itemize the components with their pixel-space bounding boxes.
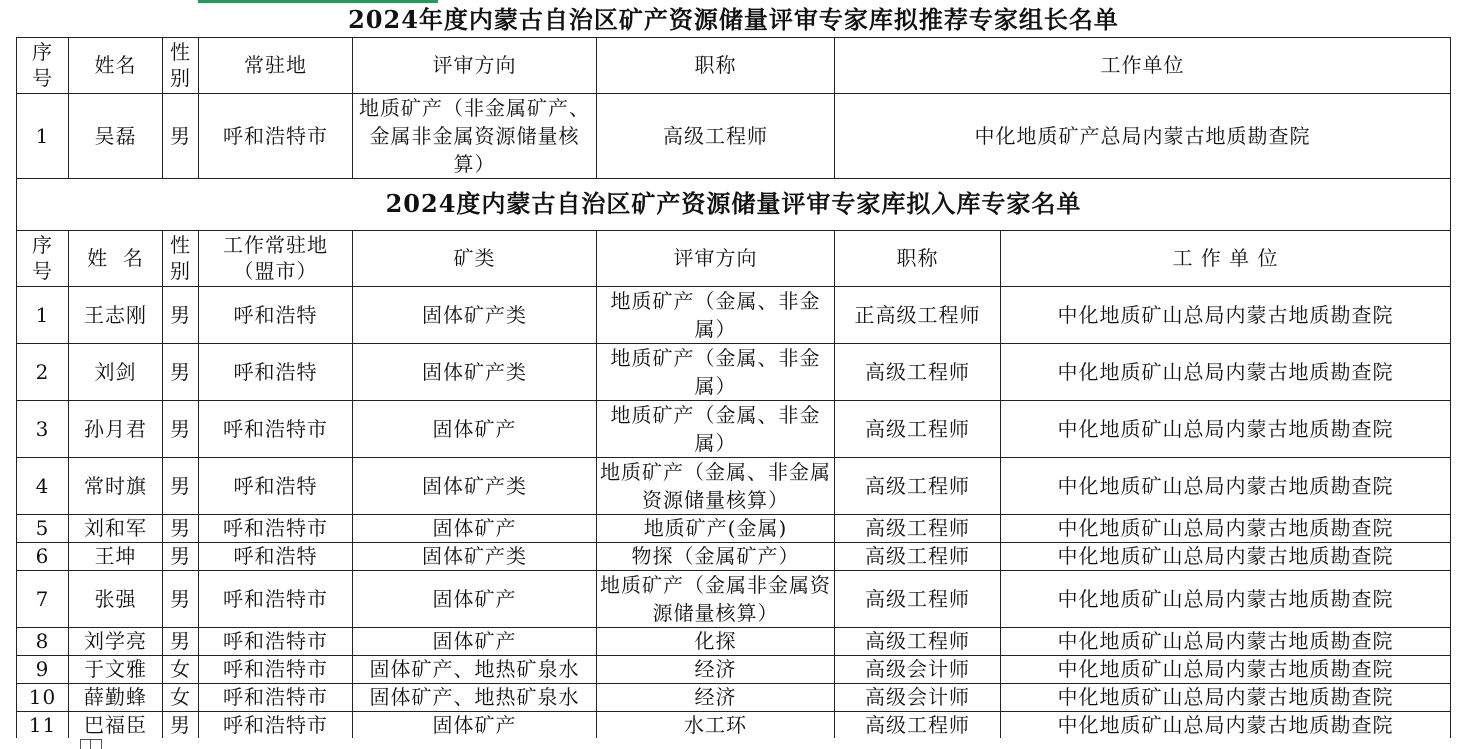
header-location: 工作常驻地 （盟市） xyxy=(199,230,353,286)
expert-table-title: 2024度内蒙古自治区矿产资源储量评审专家库拟入库专家名单 xyxy=(17,178,1451,230)
cell-category: 固体矿产 xyxy=(353,570,597,627)
cell-name: 刘剑 xyxy=(69,343,163,400)
cell-title: 高级会计师 xyxy=(835,655,1001,683)
table-row xyxy=(17,711,1451,739)
header-direction: 评审方向 xyxy=(353,37,597,93)
cell-title: 高级工程师 xyxy=(835,627,1001,655)
cell-direction: 地质矿产（金属、非金属） xyxy=(597,400,835,457)
cell-name: 张强 xyxy=(69,570,163,627)
header-direction: 评审方向 xyxy=(597,230,835,286)
cell-name: 刘和军 xyxy=(69,514,163,542)
cell-category: 固体矿产类 xyxy=(353,542,597,570)
cell-no: 8 xyxy=(17,627,69,655)
cell-no: 11 xyxy=(17,711,69,739)
cell-direction: 水工环 xyxy=(597,711,835,739)
cell-category: 固体矿产、地热矿泉水 xyxy=(353,655,597,683)
cell-direction: 经济 xyxy=(597,655,835,683)
cell-gender: 女 xyxy=(163,655,199,683)
cell-location: 呼和浩特 xyxy=(199,286,353,343)
cell-title: 高级工程师 xyxy=(835,400,1001,457)
cell-category: 固体矿产 xyxy=(353,627,597,655)
cell-name: 刘学亮 xyxy=(69,627,163,655)
cell-employer: 中化地质矿山总局内蒙古地质勘查院 xyxy=(1001,400,1451,457)
cell-gender: 男 xyxy=(163,457,199,514)
cell-no: 2 xyxy=(17,343,69,400)
cell-title: 高级会计师 xyxy=(835,683,1001,711)
table-row xyxy=(17,400,1451,457)
cell-title: 高级工程师 xyxy=(597,93,835,178)
cell-employer: 中化地质矿产总局内蒙古地质勘查院 xyxy=(835,93,1451,178)
cell-employer: 中化地质矿山总局内蒙古地质勘查院 xyxy=(1001,570,1451,627)
cell-name: 王坤 xyxy=(69,542,163,570)
cell-location: 呼和浩特市 xyxy=(199,627,353,655)
sheet-bottom-strip xyxy=(0,738,1467,748)
cell-location: 呼和浩特市 xyxy=(199,711,353,739)
cell-employer: 中化地质矿山总局内蒙古地质勘查院 xyxy=(1001,457,1451,514)
header-employer: 工 作 单 位 xyxy=(1001,230,1451,286)
header-gender: 性 别 xyxy=(163,230,199,286)
cell-category: 固体矿产类 xyxy=(353,286,597,343)
cell-location: 呼和浩特 xyxy=(199,542,353,570)
table-row xyxy=(17,570,1451,627)
cell-name: 吴磊 xyxy=(69,93,163,178)
cell-location: 呼和浩特市 xyxy=(199,683,353,711)
cell-location: 呼和浩特 xyxy=(199,457,353,514)
table-row xyxy=(17,457,1451,514)
cell-location: 呼和浩特市 xyxy=(199,400,353,457)
cell-category: 固体矿产 xyxy=(353,400,597,457)
cell-name: 王志刚 xyxy=(69,286,163,343)
header-no: 序 号 xyxy=(17,37,69,93)
table-row xyxy=(17,542,1451,570)
cell-no: 3 xyxy=(17,400,69,457)
cell-gender: 男 xyxy=(163,542,199,570)
cell-location: 呼和浩特市 xyxy=(199,655,353,683)
cell-employer: 中化地质矿山总局内蒙古地质勘查院 xyxy=(1001,542,1451,570)
header-employer: 工作单位 xyxy=(835,37,1451,93)
cell-direction: 地质矿产（非金属矿产、金属非金属资源储量核算） xyxy=(353,93,597,178)
cell-gender: 男 xyxy=(163,400,199,457)
header-title: 职称 xyxy=(835,230,1001,286)
cell-no: 1 xyxy=(17,93,69,178)
header-name: 姓名 xyxy=(69,37,163,93)
leader-title-row xyxy=(17,3,1451,37)
cell-gender: 女 xyxy=(163,683,199,711)
cell-gender: 男 xyxy=(163,570,199,627)
expert-title-row xyxy=(17,178,1451,230)
cell-title: 高级工程师 xyxy=(835,514,1001,542)
cell-name: 巴福臣 xyxy=(69,711,163,739)
table-row xyxy=(17,343,1451,400)
table-row xyxy=(17,286,1451,343)
cell-gender: 男 xyxy=(163,711,199,739)
cell-category: 固体矿产类 xyxy=(353,343,597,400)
cell-location: 呼和浩特 xyxy=(199,343,353,400)
cell-employer: 中化地质矿山总局内蒙古地质勘查院 xyxy=(1001,514,1451,542)
header-location: 常驻地 xyxy=(199,37,353,93)
cell-direction: 地质矿产（金属、非金属） xyxy=(597,286,835,343)
expert-list-table xyxy=(16,3,1451,740)
cell-title: 高级工程师 xyxy=(835,711,1001,739)
table-row xyxy=(17,514,1451,542)
cell-no: 7 xyxy=(17,570,69,627)
cell-location: 呼和浩特市 xyxy=(199,93,353,178)
header-name: 姓 名 xyxy=(69,230,163,286)
cell-name: 常时旗 xyxy=(69,457,163,514)
header-category: 矿类 xyxy=(353,230,597,286)
leader-header-row xyxy=(17,37,1451,93)
table-row xyxy=(17,627,1451,655)
cell-employer: 中化地质矿山总局内蒙古地质勘查院 xyxy=(1001,655,1451,683)
header-title: 职称 xyxy=(597,37,835,93)
cell-gender: 男 xyxy=(163,93,199,178)
cell-gender: 男 xyxy=(163,343,199,400)
cell-location: 呼和浩特市 xyxy=(199,514,353,542)
cell-employer: 中化地质矿山总局内蒙古地质勘查院 xyxy=(1001,683,1451,711)
leader-table-title: 2024年度内蒙古自治区矿产资源储量评审专家库拟推荐专家组长名单 xyxy=(17,3,1451,37)
cell-gender: 男 xyxy=(163,627,199,655)
cell-name: 孙月君 xyxy=(69,400,163,457)
cell-direction: 地质矿产（金属非金属资源储量核算） xyxy=(597,570,835,627)
cell-employer: 中化地质矿山总局内蒙古地质勘查院 xyxy=(1001,627,1451,655)
cell-no: 1 xyxy=(17,286,69,343)
cell-direction: 经济 xyxy=(597,683,835,711)
cell-location: 呼和浩特市 xyxy=(199,570,353,627)
cell-no: 6 xyxy=(17,542,69,570)
cell-no: 5 xyxy=(17,514,69,542)
cell-title: 高级工程师 xyxy=(835,343,1001,400)
cell-gender: 男 xyxy=(163,514,199,542)
cell-employer: 中化地质矿山总局内蒙古地质勘查院 xyxy=(1001,343,1451,400)
cell-employer: 中化地质矿山总局内蒙古地质勘查院 xyxy=(1001,711,1451,739)
cell-direction: 地质矿产（金属、非金属资源储量核算） xyxy=(597,457,835,514)
cell-category: 固体矿产 xyxy=(353,711,597,739)
table-row xyxy=(17,655,1451,683)
cell-gender: 男 xyxy=(163,286,199,343)
cell-category: 固体矿产、地热矿泉水 xyxy=(353,683,597,711)
cell-no: 10 xyxy=(17,683,69,711)
cell-direction: 物探（金属矿产） xyxy=(597,542,835,570)
cell-name: 薛勤蜂 xyxy=(69,683,163,711)
cell-title: 高级工程师 xyxy=(835,457,1001,514)
cell-title: 高级工程师 xyxy=(835,570,1001,627)
header-gender: 性 别 xyxy=(163,37,199,93)
cell-no: 9 xyxy=(17,655,69,683)
cell-title: 高级工程师 xyxy=(835,542,1001,570)
cell-employer: 中化地质矿山总局内蒙古地质勘查院 xyxy=(1001,286,1451,343)
cell-direction: 地质矿产（金属、非金属） xyxy=(597,343,835,400)
cell-title: 正高级工程师 xyxy=(835,286,1001,343)
cell-direction: 地质矿产(金属) xyxy=(597,514,835,542)
leader-row xyxy=(17,93,1451,178)
table-row xyxy=(17,683,1451,711)
cell-category: 固体矿产 xyxy=(353,514,597,542)
cell-no: 4 xyxy=(17,457,69,514)
cell-direction: 化探 xyxy=(597,627,835,655)
cell-category: 固体矿产类 xyxy=(353,457,597,514)
expert-header-row xyxy=(17,230,1451,286)
header-no: 序 号 xyxy=(17,230,69,286)
cell-name: 于文雅 xyxy=(69,655,163,683)
